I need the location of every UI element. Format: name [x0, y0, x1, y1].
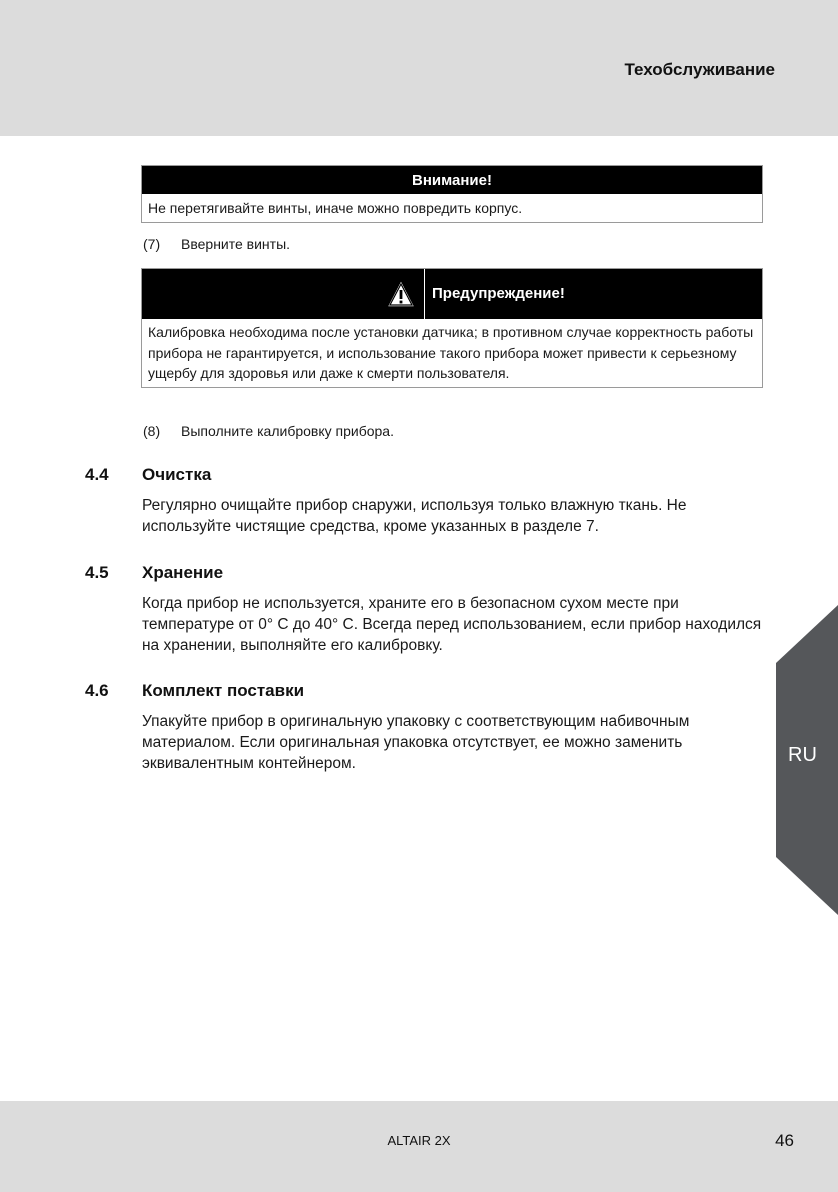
section-number: 4.4	[85, 465, 109, 484]
section-number: 4.5	[85, 563, 109, 582]
section-title-storage: Хранение	[142, 563, 224, 582]
footer-product-name: ALTAIR 2X	[387, 1133, 451, 1148]
section-body-package: Упакуйте прибор в оригинальную упаковку с соответствующим набивочным материалом. Если оригинальная упаковка отсутствует, ее можно заменить эквивалентным контейнером.	[142, 713, 690, 772]
warning-text: Калибровка необходима после установки датчика; в противном случае корректность работы прибора не гарантируется, и использование такого прибора может привести к серьезному ущербу для здоровья или даже к смерти пользователя.	[148, 324, 754, 381]
caution-title: Внимание!	[142, 166, 762, 194]
warning-header	[142, 269, 762, 319]
page-number: 46	[775, 1131, 794, 1150]
warning-title: Предупреждение!	[432, 285, 565, 302]
section-body-storage: Когда прибор не используется, храните его в безопасном сухом месте при температуре от 0° C до 40° C. Всегда перед использованием, если прибор находился на хранении, выполняйте его калибровку.	[142, 595, 762, 654]
section-number: 4.6	[85, 681, 109, 700]
page-section-title: Техобслуживание	[624, 60, 775, 79]
step-text: Вверните винты.	[181, 236, 291, 252]
warning-triangle-icon	[385, 278, 417, 310]
caution-text: Не перетягивайте винты, иначе можно повредить корпус.	[148, 200, 523, 216]
step-number: (8)	[143, 423, 161, 439]
warning-box	[141, 268, 763, 388]
language-label: RU	[788, 744, 817, 766]
step-number: (7)	[143, 236, 161, 252]
section-body-cleaning: Регулярно очищайте прибор снаружи, используя только влажную ткань. Не используйте чистящие средства, кроме указанных в разделе 7.	[142, 497, 687, 535]
section-title-package: Комплект поставки	[142, 681, 305, 700]
step-8	[143, 423, 394, 439]
caution-box	[141, 165, 763, 223]
step-text: Выполните калибровку прибора.	[181, 423, 394, 439]
step-7	[143, 236, 290, 252]
section-title-cleaning: Очистка	[142, 465, 212, 484]
warning-divider	[424, 269, 425, 319]
